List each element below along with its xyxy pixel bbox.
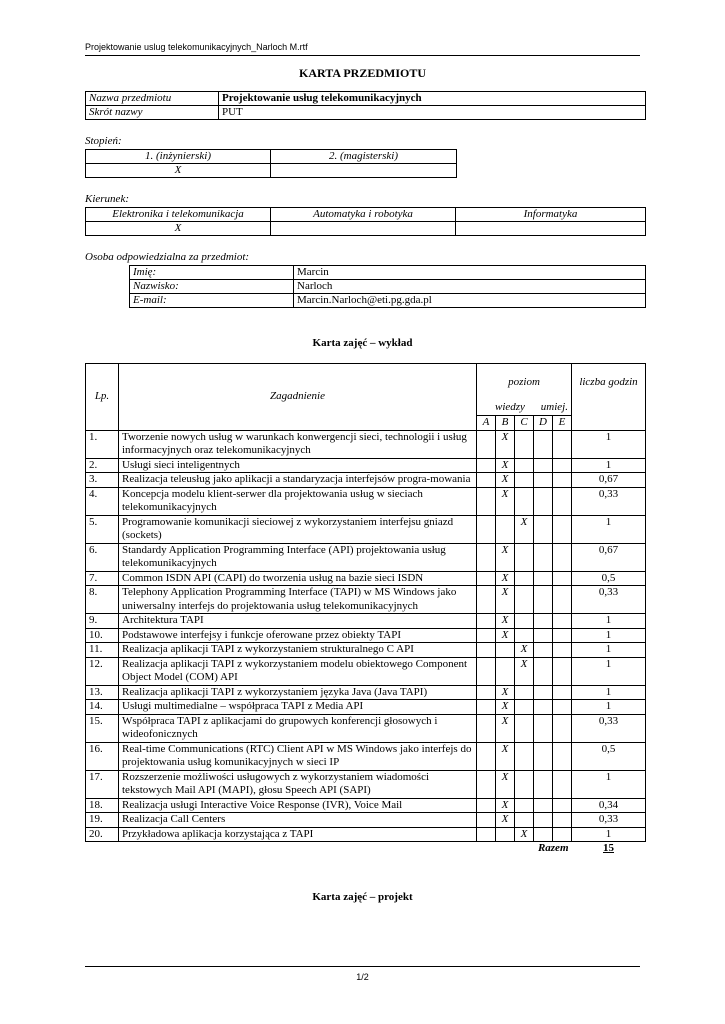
table-row <box>86 586 646 614</box>
row-level-e <box>553 714 572 742</box>
row-topic: Tworzenie nowych usług w warunkach konwergencji sieci, technologii i usług informacyjnych oraz telekomunikacyjnych <box>119 430 477 458</box>
table-row <box>86 515 646 543</box>
row-lp: 9. <box>86 614 119 629</box>
row-level-e <box>553 628 572 643</box>
row-lp: 7. <box>86 571 119 586</box>
row-level-e <box>553 657 572 685</box>
row-level-d <box>534 543 553 571</box>
row-topic: Realizacja teleusług jako aplikacji a standaryzacja interfejsów progra-mowania <box>119 473 477 488</box>
row-level-a <box>477 458 496 473</box>
row-level-c <box>515 614 534 629</box>
row-lp: 10. <box>86 628 119 643</box>
row-level-a <box>477 685 496 700</box>
row-hours: 1 <box>572 614 646 629</box>
row-level-e <box>553 515 572 543</box>
row-level-c <box>515 685 534 700</box>
row-topic: Telephony Application Programming Interface (TAPI) w MS Windows jako uniwersalny interfejs do projektowania usług telekomunikacyjnych <box>119 586 477 614</box>
row-lp: 3. <box>86 473 119 488</box>
level-header-e: E <box>553 416 572 431</box>
row-level-a <box>477 614 496 629</box>
row-level-b <box>496 827 515 842</box>
row-level-b: X <box>496 458 515 473</box>
table-row <box>86 473 646 488</box>
row-level-d <box>534 700 553 715</box>
row-hours: 1 <box>572 657 646 685</box>
row-level-b: X <box>496 614 515 629</box>
row-level-a <box>477 430 496 458</box>
row-lp: 11. <box>86 643 119 658</box>
row-hours: 1 <box>572 685 646 700</box>
row-lp: 8. <box>86 586 119 614</box>
row-level-a <box>477 473 496 488</box>
field-table <box>85 207 646 236</box>
row-level-b: X <box>496 798 515 813</box>
row-level-a <box>477 586 496 614</box>
row-hours: 1 <box>572 515 646 543</box>
row-level-b: X <box>496 543 515 571</box>
table-row <box>86 643 646 658</box>
row-hours: 0,33 <box>572 714 646 742</box>
row-lp: 18. <box>86 798 119 813</box>
row-level-e <box>553 473 572 488</box>
row-hours: 1 <box>572 700 646 715</box>
row-level-c <box>515 473 534 488</box>
row-level-b: X <box>496 571 515 586</box>
row-lp: 6. <box>86 543 119 571</box>
row-level-d <box>534 742 553 770</box>
row-level-e <box>553 827 572 842</box>
row-level-b <box>496 657 515 685</box>
row-level-c <box>515 571 534 586</box>
row-level-d <box>534 714 553 742</box>
row-level-e <box>553 813 572 828</box>
table-row <box>86 571 646 586</box>
row-level-e <box>553 430 572 458</box>
degree-col-1: 1. (inżynierski) <box>86 150 271 164</box>
row-level-e <box>553 770 572 798</box>
row-lp: 15. <box>86 714 119 742</box>
row-hours: 1 <box>572 827 646 842</box>
row-level-a <box>477 543 496 571</box>
first-name-value: Marcin <box>294 266 646 280</box>
total-label: Razem <box>537 842 569 854</box>
table-row <box>86 614 646 629</box>
row-level-a <box>477 813 496 828</box>
row-level-a <box>477 628 496 643</box>
row-lp: 16. <box>86 742 119 770</box>
row-lp: 12. <box>86 657 119 685</box>
field-col-3: Informatyka <box>456 208 646 222</box>
row-level-b: X <box>496 685 515 700</box>
row-level-b: X <box>496 430 515 458</box>
email-label: E-mail: <box>130 294 294 308</box>
page-number: 1/2 <box>85 966 640 982</box>
row-topic: Podstawowe interfejsy i funkcje oferowane przez obiekty TAPI <box>119 628 477 643</box>
email-value: Marcin.Narloch@eti.pg.gda.pl <box>294 294 646 308</box>
row-level-b: X <box>496 770 515 798</box>
row-level-d <box>534 685 553 700</box>
row-level-a <box>477 700 496 715</box>
field-mark: X <box>86 222 271 236</box>
row-topic: Rozszerzenie możliwości usługowych z wykorzystaniem wiadomości tekstowych Mail API (MAPI), głosu Speech API (SAPI) <box>119 770 477 798</box>
row-level-d <box>534 827 553 842</box>
row-level-a <box>477 571 496 586</box>
row-level-d <box>534 657 553 685</box>
subject-name-label: Nazwa przedmiotu <box>86 92 219 106</box>
row-level-a <box>477 515 496 543</box>
field-label: Kierunek: <box>85 193 129 205</box>
row-level-b: X <box>496 473 515 488</box>
row-level-d <box>534 571 553 586</box>
table-row <box>86 628 646 643</box>
col-hours: liczba godzin <box>572 364 646 431</box>
row-lp: 20. <box>86 827 119 842</box>
row-level-e <box>553 543 572 571</box>
field-col-2: Automatyka i robotyka <box>271 208 456 222</box>
row-level-d <box>534 614 553 629</box>
row-lp: 19. <box>86 813 119 828</box>
row-hours: 1 <box>572 770 646 798</box>
row-hours: 0,33 <box>572 487 646 515</box>
row-topic: Realizacja Call Centers <box>119 813 477 828</box>
row-level-b: X <box>496 742 515 770</box>
row-level-c: X <box>515 827 534 842</box>
row-level-c <box>515 543 534 571</box>
row-topic: Przykładowa aplikacja korzystająca z TAPI <box>119 827 477 842</box>
row-level-e <box>553 571 572 586</box>
row-topic: Realizacja aplikacji TAPI z wykorzystaniem strukturalnego C API <box>119 643 477 658</box>
row-level-a <box>477 487 496 515</box>
degree-label: Stopień: <box>85 135 122 147</box>
row-level-c <box>515 714 534 742</box>
lecture-heading: Karta zajęć – wykład <box>312 337 413 349</box>
row-level-c <box>515 770 534 798</box>
row-level-d <box>534 487 553 515</box>
level-header-d: D <box>534 416 553 431</box>
row-hours: 1 <box>572 458 646 473</box>
table-row <box>86 657 646 685</box>
row-hours: 0,67 <box>572 473 646 488</box>
row-hours: 0,34 <box>572 798 646 813</box>
row-level-d <box>534 473 553 488</box>
row-lp: 17. <box>86 770 119 798</box>
last-name-label: Nazwisko: <box>130 280 294 294</box>
row-lp: 13. <box>86 685 119 700</box>
table-row <box>86 487 646 515</box>
row-level-c <box>515 813 534 828</box>
row-topic: Standardy Application Programming Interface (API) projektowania usług telekomunikacyjnych <box>119 543 477 571</box>
row-level-c <box>515 742 534 770</box>
row-lp: 5. <box>86 515 119 543</box>
row-level-c: X <box>515 515 534 543</box>
row-level-b <box>496 515 515 543</box>
last-name-value: Narloch <box>294 280 646 294</box>
row-level-e <box>553 685 572 700</box>
row-hours: 0,67 <box>572 543 646 571</box>
table-row <box>86 685 646 700</box>
row-level-b: X <box>496 487 515 515</box>
table-row <box>86 798 646 813</box>
row-hours: 1 <box>572 430 646 458</box>
row-level-b <box>496 643 515 658</box>
row-lp: 1. <box>86 430 119 458</box>
person-label: Osoba odpowiedzialna za przedmiot: <box>85 251 250 263</box>
row-level-a <box>477 643 496 658</box>
row-level-c <box>515 430 534 458</box>
row-level-b: X <box>496 628 515 643</box>
row-hours: 0,33 <box>572 586 646 614</box>
row-hours: 0,5 <box>572 571 646 586</box>
row-level-a <box>477 742 496 770</box>
table-row <box>86 742 646 770</box>
row-hours: 1 <box>572 643 646 658</box>
subject-abbr-value: PUT <box>219 106 646 120</box>
row-level-a <box>477 714 496 742</box>
row-level-e <box>553 742 572 770</box>
row-topic: Realizacja aplikacji TAPI z wykorzystaniem języka Java (Java TAPI) <box>119 685 477 700</box>
row-level-d <box>534 643 553 658</box>
row-level-d <box>534 813 553 828</box>
table-row <box>86 458 646 473</box>
row-topic: Common ISDN API (CAPI) do tworzenia usług na bazie sieci ISDN <box>119 571 477 586</box>
table-row <box>86 827 646 842</box>
col-skills: umiej. <box>540 400 568 413</box>
row-level-d <box>534 515 553 543</box>
row-level-a <box>477 798 496 813</box>
row-topic: Real-time Communications (RTC) Client API w MS Windows jako interfejs do projektowania usług komunikacyjnych w sieci IP <box>119 742 477 770</box>
row-topic: Realizacja usługi Interactive Voice Response (IVR), Voice Mail <box>119 798 477 813</box>
first-name-label: Imię: <box>130 266 294 280</box>
row-level-c: X <box>515 657 534 685</box>
row-level-c: X <box>515 643 534 658</box>
row-level-b: X <box>496 813 515 828</box>
page-title: KARTA PRZEDMIOTU <box>298 66 427 80</box>
level-header-b: B <box>496 416 515 431</box>
degree-mark: X <box>86 164 271 178</box>
row-topic: Współpraca TAPI z aplikacjami do grupowych konferencji głosowych i wideofonicznych <box>119 714 477 742</box>
table-row <box>86 430 646 458</box>
col-knowledge: wiedzy <box>495 400 525 413</box>
row-topic: Architektura TAPI <box>119 614 477 629</box>
row-level-a <box>477 827 496 842</box>
level-header-c: C <box>515 416 534 431</box>
row-level-c <box>515 628 534 643</box>
person-table <box>129 265 646 308</box>
row-level-c <box>515 487 534 515</box>
row-lp: 4. <box>86 487 119 515</box>
field-col-1: Elektronika i telekomunikacja <box>86 208 271 222</box>
table-row <box>86 714 646 742</box>
row-level-e <box>553 586 572 614</box>
row-level-d <box>534 628 553 643</box>
row-hours: 0,5 <box>572 742 646 770</box>
subject-abbr-label: Skrót nazwy <box>86 106 219 120</box>
degree-table <box>85 149 457 178</box>
subject-table <box>85 91 646 120</box>
row-topic: Koncepcja modelu klient-serwer dla projektowania usług w sieciach telekomunikacyjnych <box>119 487 477 515</box>
row-level-e <box>553 487 572 515</box>
row-level-e <box>553 798 572 813</box>
table-row <box>86 700 646 715</box>
row-level-e <box>553 614 572 629</box>
row-topic: Realizacja aplikacji TAPI z wykorzystaniem modelu obiektowego Component Object Model (COM) API <box>119 657 477 685</box>
row-topic: Programowanie komunikacji sieciowej z wykorzystaniem interfejsu gniazd (sockets) <box>119 515 477 543</box>
level-header-a: A <box>477 416 496 431</box>
row-hours: 1 <box>572 628 646 643</box>
row-level-d <box>534 586 553 614</box>
row-level-b: X <box>496 700 515 715</box>
row-level-e <box>553 643 572 658</box>
row-level-b: X <box>496 586 515 614</box>
row-topic: Usługi multimedialne – współpraca TAPI z Media API <box>119 700 477 715</box>
degree-col-2: 2. (magisterski) <box>271 150 457 164</box>
row-lp: 2. <box>86 458 119 473</box>
row-level-e <box>553 458 572 473</box>
row-level-a <box>477 770 496 798</box>
row-level-c <box>515 700 534 715</box>
row-level-d <box>534 430 553 458</box>
row-level-d <box>534 458 553 473</box>
row-level-a <box>477 657 496 685</box>
table-row <box>86 770 646 798</box>
table-row <box>86 543 646 571</box>
table-row <box>86 813 646 828</box>
total-value: 15 <box>603 842 614 854</box>
col-topic: Zagadnienie <box>119 364 477 431</box>
col-lp: Lp. <box>86 364 119 431</box>
row-level-e <box>553 700 572 715</box>
row-level-c <box>515 586 534 614</box>
row-level-d <box>534 798 553 813</box>
row-topic: Usługi sieci inteligentnych <box>119 458 477 473</box>
row-level-c <box>515 798 534 813</box>
project-heading: Karta zajęć – projekt <box>312 891 413 903</box>
row-level-b: X <box>496 714 515 742</box>
row-lp: 14. <box>86 700 119 715</box>
row-hours: 0,33 <box>572 813 646 828</box>
row-level-c <box>515 458 534 473</box>
col-level: poziom <box>508 376 540 388</box>
document-header: Projektowanie uslug telekomunikacyjnych_Narloch M.rtf <box>85 42 640 56</box>
subject-name-value: Projektowanie usług telekomunikacyjnych <box>219 92 646 106</box>
row-level-d <box>534 770 553 798</box>
lecture-table <box>85 363 646 856</box>
